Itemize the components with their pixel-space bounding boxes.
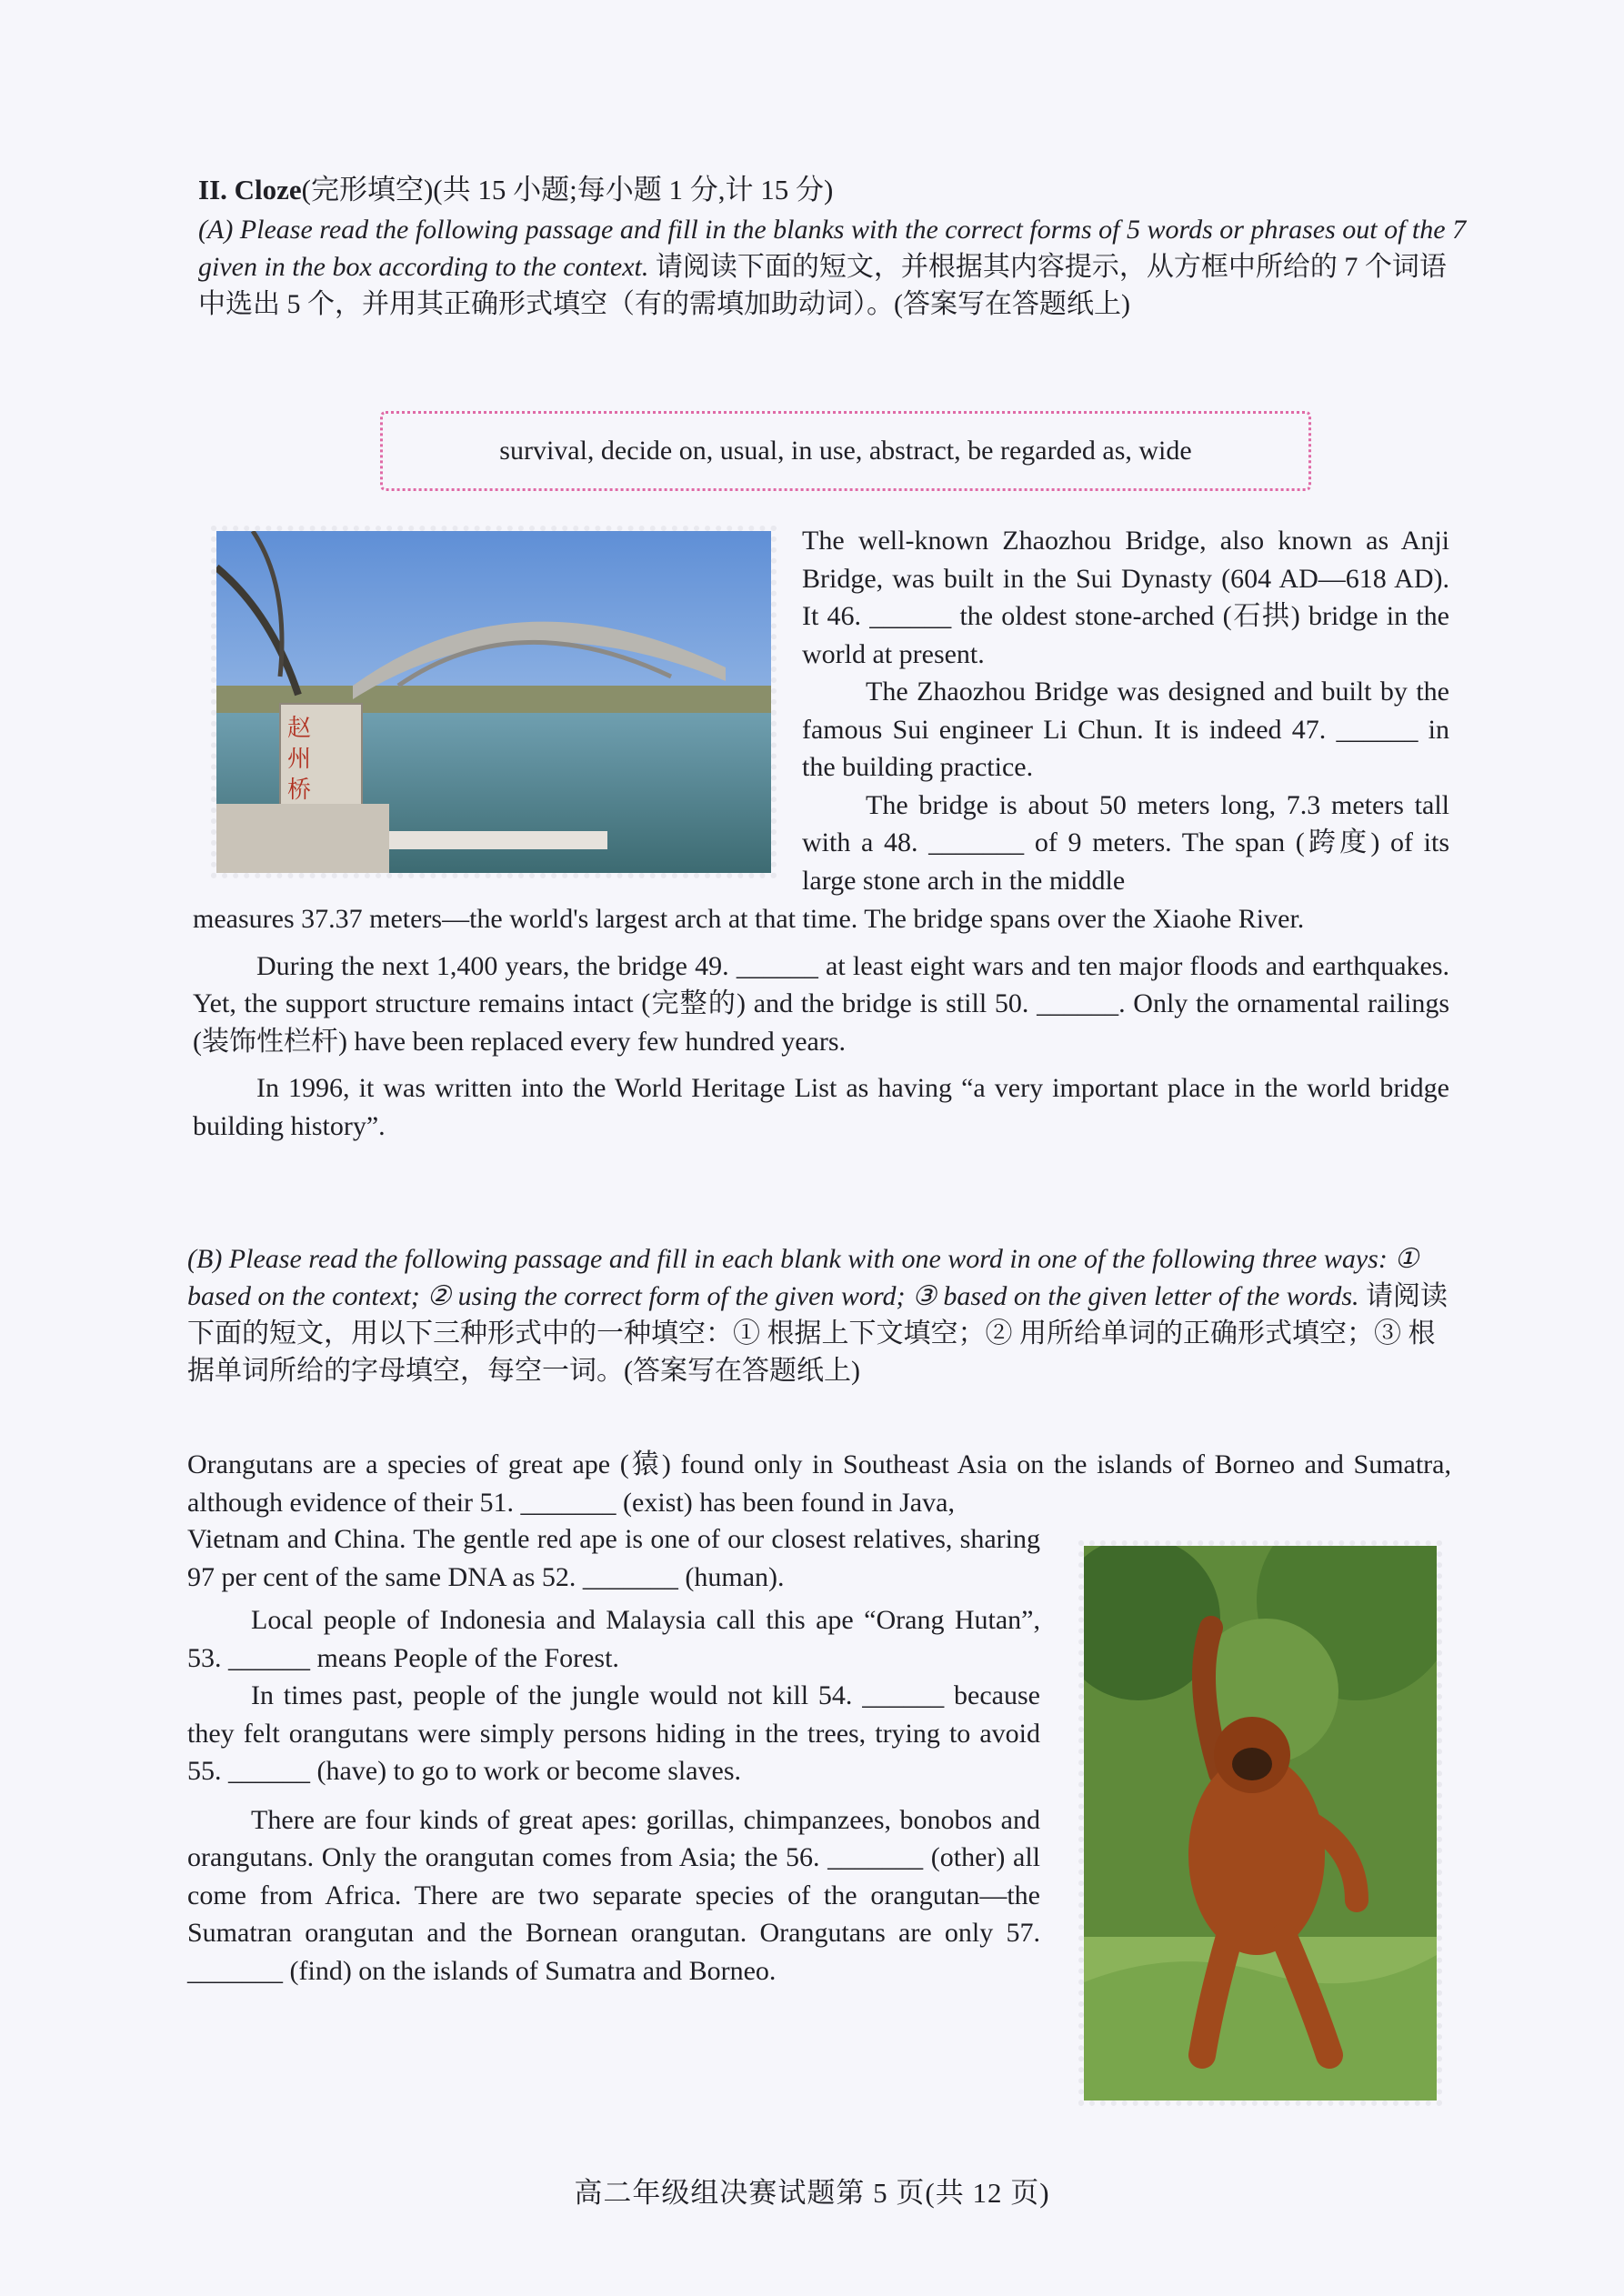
part-b-paragraph-2: Local people of Indonesia and Malaysia call this ape “Orang Hutan”, 53. ______ means People of the Forest. [187,1605,1040,1673]
part-b-paragraph-3: In times past, people of the jungle would not kill 54. ______ because they felt orangutans were simply persons hiding in the trees, trying to avoid 55. ______ (have) to go to work or become slaves. [187,1680,1040,1786]
part-a-paragraph-5: In 1996, it was written into the World Heritage List as having “a very important place in the world bridge building history”. [193,1073,1449,1141]
part-a-paragraph-3a: The bridge is about 50 meters long, 7.3 meters tall with a 48. _______ of 9 meters. The span (跨度) of its large stone arch in the middle [802,789,1449,896]
section-title [198,171,1471,209]
word-box-text: survival, decide on, usual, in use, abstract, be regarded as, wide [499,436,1192,466]
part-a-paragraph-1: The well-known Zhaozhou Bridge, also known as Anji Bridge, was built in the Sui Dynasty (604 AD—618 AD). It 46. ______ the oldest stone-arched (石拱) bridge in the world at present. [802,526,1449,669]
part-b-paragraph-1b: Vietnam and China. The gentle red ape is one of our closest relatives, sharing 97 per cent of the same DNA as 52. _______ (human). [187,1524,1040,1592]
part-a-paragraph-4: During the next 1,400 years, the bridge 49. ______ at least eight wars and ten major floods and earthquakes. Yet, the support structure remains intact (完整的) and the bridge is still 50. ______. Only the ornamental railings (装饰性栏杆) have been replaced every few hundred years. [193,950,1449,1057]
part-b-text-full [187,1446,1451,1521]
part-a-instruction-cn: 请阅读下面的短文，并根据其内容提示，从方框中所给的 7 个词语中选出 5 个，并用其正确形式填空（有的需填加助动词）。(答案写在答题纸上) [198,252,1447,319]
part-a-instruction [198,211,1471,323]
part-a-text-right [802,522,1449,899]
part-b-paragraph-1a: Orangutans are a species of great ape (猿) found only in Southeast Asia on the islands of Borneo and Sumatra, although evidence of their 51. _______ (exist) has been found in Java, [187,1449,1451,1518]
part-a-instruction-en: (A) Please read the following passage and fill in the blanks with the correct forms of 5 words or phrases out of the 7 given in the box according to the context. [198,215,1467,282]
bridge-photo-sign: 赵州桥 [287,715,312,804]
section-title-en: II. Cloze [198,174,302,206]
section-title-cn: (完形填空)(共 15 小题;每小题 1 分,计 15 分) [301,174,834,206]
part-b-paragraph-4: There are four kinds of great apes: gorillas, chimpanzees, bonobos and orangutans. Only the orangutan comes from Asia; the 56. _______ (other) all come from Africa. There are two separate species of the orangutan—the Sumatran orangutan and the Bornean orangutan. Orangutans are only 57. _______ (find) on the islands of Sumatra and Borneo. [187,1804,1040,1986]
part-a-text-full [193,900,1449,1145]
part-a-paragraph-3b: measures 37.37 meters—the world's largest arch at that time. The bridge spans over the Xiaohe River. [193,904,1305,934]
orangutan-photo [1078,1540,1442,2106]
bridge-photo [211,526,777,878]
part-b-instruction-en: (B) Please read the following passage and fill in each blank with one word in one of the following three ways: ① based on the context; ② using the correct form of the given word; ③ based on the given letter of the words. [187,1244,1419,1311]
part-b-instruction-cn: 请阅读下面的短文，用以下三种形式中的一种填空：① 根据上下文填空；② 用所给单词的正确形式填空；③ 根据单词所给的字母填空，每空一词。(答案写在答题纸上) [187,1281,1449,1386]
part-a-paragraph-2: The Zhaozhou Bridge was designed and built by the famous Sui engineer Li Chun. It is indeed 47. ______ in the building practice. [802,677,1449,782]
part-b-instruction [187,1240,1451,1389]
page-footer: 高二年级组决赛试题第 5 页(共 12 页) [574,2177,1050,2209]
part-b-text-left [187,1520,1040,1990]
word-box [380,411,1311,491]
